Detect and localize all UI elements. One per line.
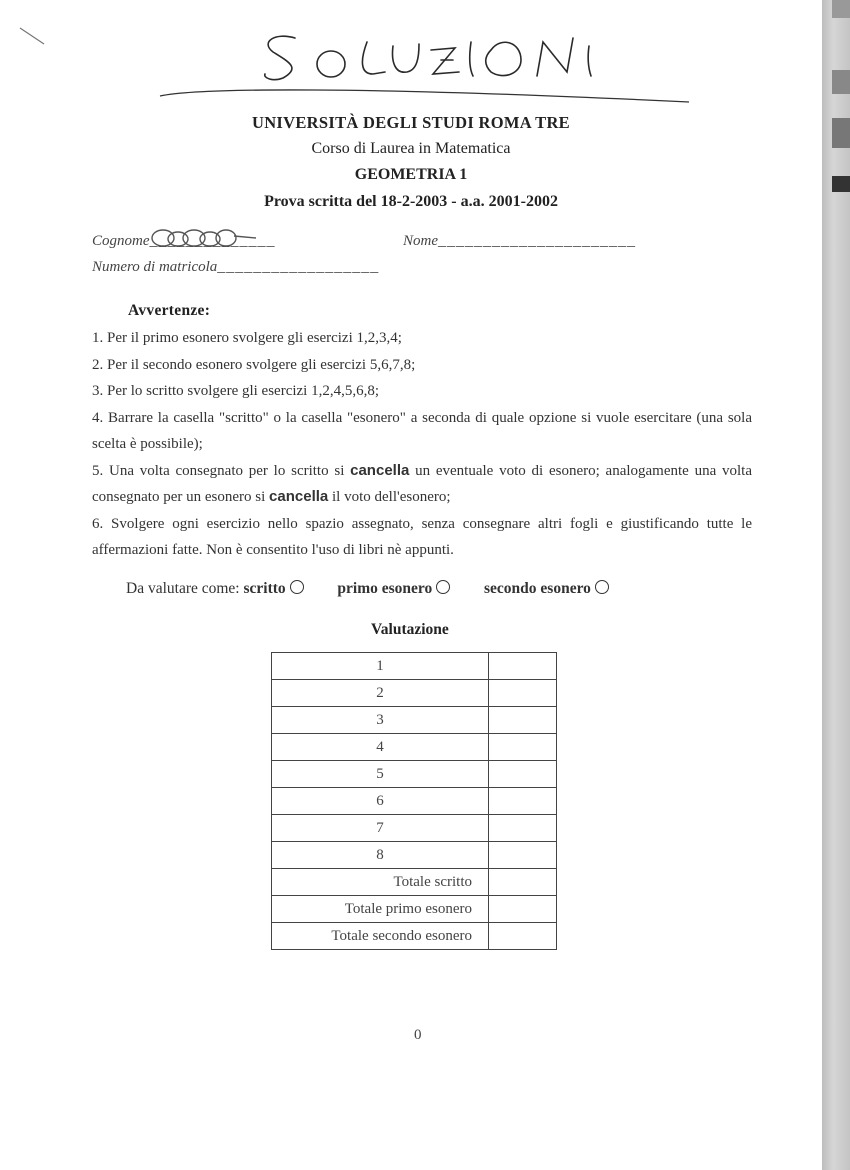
table-row: 8 (272, 842, 557, 869)
warning-item-3: 3. Per lo scritto svolgere gli esercizi 1,2,4,5,6,8; (92, 383, 380, 399)
course-name: Corso di Laurea in Matematica (311, 140, 511, 157)
score-cell[interactable] (489, 842, 557, 869)
score-cell[interactable] (489, 896, 557, 923)
page-number: 0 (414, 1027, 422, 1043)
option-primo-esonero-label: primo esonero (337, 580, 433, 597)
warnings-list (92, 325, 752, 564)
name-label: Nome (403, 233, 438, 249)
table-row: 6 (272, 788, 557, 815)
warning-item-5: 5. Una volta consegnato per lo scritto si cancella un eventuale voto di esonero; analogamente una volta consegnato per un esonero si cancella il voto dell'esonero; (92, 461, 752, 505)
score-cell[interactable] (489, 923, 557, 950)
option-scritto-label: scritto (243, 580, 286, 597)
table-row: 1 (272, 653, 557, 680)
score-cell[interactable] (489, 788, 557, 815)
option-secondo-esonero-label: secondo esonero (484, 580, 591, 597)
evaluate-label: Da valutare come: (126, 580, 240, 597)
table-row: 4 (272, 734, 557, 761)
pen-mark-icon (18, 24, 48, 48)
warnings-title: Avvertenze: (128, 302, 211, 319)
university-name: UNIVERSITÀ DEGLI STUDI ROMA TRE (252, 113, 570, 132)
option-secondo-esonero-checkbox[interactable] (595, 580, 609, 594)
evaluate-row (126, 580, 609, 598)
table-row: 5 (272, 761, 557, 788)
scribble-icon (148, 228, 258, 250)
warning-item-4: 4. Barrare la casella "scritto" o la casella "esonero" a seconda di quale opzione si vuole esercitare (una sola scelta è possibile); (92, 409, 752, 452)
table-row: Totale primo esonero (272, 896, 557, 923)
title-underline (158, 84, 693, 108)
grading-table (271, 652, 557, 950)
warning-item-2: 2. Per il secondo esonero svolgere gli esercizi 5,6,7,8; (92, 356, 416, 373)
table-row: Totale scritto (272, 869, 557, 896)
surname-label: Cognome (92, 233, 150, 249)
table-row: 2 (272, 680, 557, 707)
table-row: 3 (272, 707, 557, 734)
score-cell[interactable] (489, 707, 557, 734)
exam-date: Prova scritta del 18-2-2003 - a.a. 2001-2002 (264, 193, 558, 210)
option-scritto-checkbox[interactable] (290, 580, 304, 594)
table-row: 7 (272, 815, 557, 842)
score-cell[interactable] (489, 815, 557, 842)
grading-title: Valutazione (371, 621, 449, 638)
score-cell[interactable] (489, 653, 557, 680)
option-primo-esonero-checkbox[interactable] (436, 580, 450, 594)
handwritten-title-soluzioni (255, 28, 655, 88)
surname-line: __ (150, 232, 168, 249)
warning-item-6: 6. Svolgere ogni esercizio nello spazio assegnato, senza consegnare altri fogli e giustificando tutte le affermazioni fatte. Non è consentito l'uso di libri nè appunti. (92, 515, 752, 558)
surname-field[interactable]: Cognome__ ____________ (92, 232, 276, 250)
name-field[interactable]: Nome______________________ (403, 232, 636, 249)
matricola-label: Numero di matricola (92, 259, 218, 275)
score-cell[interactable] (489, 869, 557, 896)
matricola-field[interactable]: Numero di matricola__________________ (92, 258, 380, 275)
score-cell[interactable] (489, 761, 557, 788)
score-cell[interactable] (489, 680, 557, 707)
warning-item-1: 1. Per il primo esonero svolgere gli esercizi 1,2,3,4; (92, 330, 402, 346)
score-cell[interactable] (489, 734, 557, 761)
scanner-edge (822, 0, 850, 1170)
subject-name: GEOMETRIA 1 (354, 166, 468, 183)
table-row: Totale secondo esonero (272, 923, 557, 950)
